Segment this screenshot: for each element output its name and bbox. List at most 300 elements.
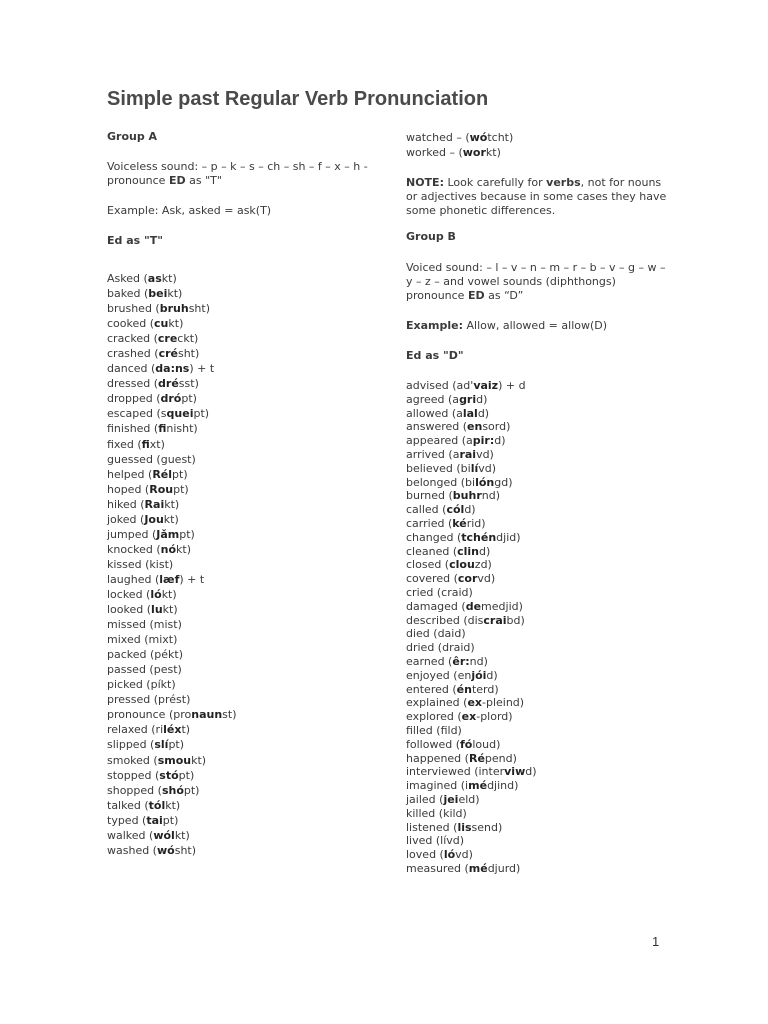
verb-stressed-syllable: ló xyxy=(150,587,162,601)
verb-text: hoped ( xyxy=(107,482,150,496)
verb-list-item xyxy=(406,821,668,835)
verb-text: measured ( xyxy=(406,861,469,875)
verb-stressed-syllable: Jǎm xyxy=(156,527,180,541)
verb-text: interviewed (inter xyxy=(406,765,505,779)
verb-list-item xyxy=(406,489,668,503)
verb-stressed-syllable: læf xyxy=(159,572,180,586)
verb-text-suffix: kt) xyxy=(161,587,177,601)
verb-list-item xyxy=(406,586,668,600)
verb-list-item xyxy=(107,662,369,677)
group-b-sound-bold: ED xyxy=(467,289,485,303)
verb-stressed-syllable: cre xyxy=(157,332,178,346)
verb-text: finished ( xyxy=(107,422,159,436)
verb-stressed-syllable: naun xyxy=(191,708,223,722)
verb-list-item xyxy=(107,813,369,828)
verb-stressed-syllable: de xyxy=(465,599,482,613)
verb-stressed-syllable: slí xyxy=(154,738,169,752)
verb-stressed-syllable: jói xyxy=(471,668,487,682)
verb-list-item xyxy=(406,531,668,545)
verb-stressed-syllable: quei xyxy=(166,407,194,421)
verb-text: explored ( xyxy=(406,710,462,724)
verb-list-item xyxy=(406,393,668,407)
verb-text-suffix: vd) xyxy=(478,461,497,475)
verb-text: guessed (guest) xyxy=(107,452,196,466)
group-b-example-label: Example: xyxy=(406,319,463,333)
verb-list-item xyxy=(406,683,668,697)
verb-stressed-syllable: jei xyxy=(443,793,459,806)
verb-text: helped ( xyxy=(107,467,153,481)
verb-text: relaxed (ri xyxy=(107,723,164,737)
group-b-example-text: Allow, allowed = allow(D) xyxy=(463,319,608,333)
verb-list-item xyxy=(406,407,668,421)
verb-stressed-syllable: tai xyxy=(146,813,163,827)
verb-stressed-syllable: dré xyxy=(158,377,179,391)
verb-list-item xyxy=(107,346,369,361)
verb-text-suffix: pt) xyxy=(181,392,197,406)
verb-text: belonged (bi xyxy=(406,475,476,489)
verb-text: dropped ( xyxy=(107,392,161,406)
verb-list-item xyxy=(107,421,369,436)
verb-stressed-syllable: stó xyxy=(159,768,179,782)
verb-list-item xyxy=(107,753,369,768)
verb-list-item xyxy=(107,843,369,858)
verb-stressed-syllable: da:ns xyxy=(155,362,190,376)
verb-stressed-syllable: fó xyxy=(459,737,473,751)
verb-text-suffix: vd) xyxy=(477,572,496,586)
group-a-example: Example: Ask, asked = ask(T) xyxy=(107,204,272,217)
verb-text-suffix: djurd) xyxy=(487,861,521,875)
verb-list-item xyxy=(107,482,369,497)
verb-text: covered ( xyxy=(406,572,458,586)
verb-stressed-syllable: Rél xyxy=(152,467,173,481)
verb-list-item xyxy=(406,558,668,572)
verb-text-suffix: pend) xyxy=(484,751,517,765)
verb-text: locked ( xyxy=(107,587,151,601)
verb-list-item xyxy=(107,301,369,316)
verb-stressed-syllable: fi xyxy=(141,437,150,451)
verb-text-suffix: bd) xyxy=(506,613,525,627)
verb-text: worked – ( xyxy=(406,146,463,160)
verb-list-item xyxy=(406,669,668,683)
verb-text-suffix: d) xyxy=(479,544,491,558)
verb-text: filled (fild) xyxy=(406,724,462,738)
verb-text-suffix: medjid) xyxy=(481,599,523,613)
group-a-sound-suffix: as "T" xyxy=(185,174,222,187)
verb-text: cried (craid) xyxy=(406,586,473,600)
verb-stressed-syllable: ex xyxy=(467,696,482,710)
verb-list-item xyxy=(107,707,369,722)
verb-stressed-syllable: tchén xyxy=(461,530,497,544)
verb-text: smoked ( xyxy=(107,753,158,767)
verb-text: cracked ( xyxy=(107,332,158,346)
verb-list-item xyxy=(107,512,369,527)
verb-list-item xyxy=(107,316,369,331)
verb-list-item xyxy=(406,738,668,752)
verb-text-suffix: kt) xyxy=(174,828,190,842)
verb-text-suffix: send) xyxy=(471,820,503,834)
verb-list-item xyxy=(107,376,369,391)
verb-stressed-syllable: Jou xyxy=(144,512,164,526)
verb-text: shopped ( xyxy=(107,783,162,797)
verb-text-suffix: pt) xyxy=(162,813,179,827)
verb-text: advised (ad' xyxy=(406,379,474,393)
verb-text-suffix: tcht) xyxy=(487,131,514,144)
verb-text: watched – ( xyxy=(406,131,470,144)
verb-list-item xyxy=(406,600,668,614)
verb-list-item xyxy=(406,848,668,862)
verb-text-suffix: pt) xyxy=(168,738,185,752)
verb-text: dressed ( xyxy=(107,377,159,391)
verb-text: happened ( xyxy=(406,751,469,765)
verb-text-suffix: ) + d xyxy=(498,379,526,393)
verb-list-item xyxy=(107,437,369,452)
verb-stressed-syllable: ex xyxy=(461,710,477,724)
verb-text: laughed ( xyxy=(107,572,160,586)
verb-text-suffix: d) xyxy=(486,668,498,682)
group-a-heading: Group A xyxy=(107,130,158,143)
verb-text: listened ( xyxy=(406,820,458,834)
verb-text: carried ( xyxy=(406,517,453,531)
verb-text: changed ( xyxy=(406,530,462,544)
verb-stressed-syllable: dró xyxy=(160,392,182,406)
verb-list-item xyxy=(406,503,668,517)
verb-list-item xyxy=(107,722,369,737)
verb-list-item xyxy=(107,587,369,602)
verb-stressed-syllable: viw xyxy=(504,765,526,779)
verb-text-suffix: kt) xyxy=(164,497,180,511)
verb-stressed-syllable: wó xyxy=(156,843,175,857)
verb-stressed-syllable: wól xyxy=(153,828,175,842)
verb-stressed-syllable: wó xyxy=(469,131,488,144)
verb-stressed-syllable: bruh xyxy=(159,302,189,316)
verb-list-item xyxy=(406,448,668,462)
verb-text: picked (píkt) xyxy=(107,678,176,692)
page-title: Simple past Regular Verb Pronunciation xyxy=(107,88,489,110)
verb-list-item xyxy=(107,828,369,843)
verb-text-suffix: pt) xyxy=(179,527,195,541)
verb-text-suffix: rid) xyxy=(466,517,486,531)
verb-text: imagined (i xyxy=(406,779,469,793)
verb-text: earned ( xyxy=(406,655,453,669)
verb-text-suffix: terd) xyxy=(471,682,499,696)
verb-text: burned ( xyxy=(406,489,453,503)
verb-text-suffix: eld) xyxy=(458,793,480,806)
group-b-sound-text: Voiced sound: – l – v – n – m – r – b – v – g – w – y – z – and vowel sounds (diphthongs) pronounce xyxy=(406,261,666,303)
verb-stressed-syllable: as xyxy=(147,272,162,285)
group-a-sound-text: Voiceless sound: – p – k – s – ch – sh – f – x – h - pronounce xyxy=(107,160,368,187)
verb-list-item xyxy=(107,497,369,512)
verb-text-suffix: vd) xyxy=(476,448,494,462)
verb-text: allowed (a xyxy=(406,406,463,420)
verb-text-suffix: gd) xyxy=(494,475,513,489)
verb-list-item xyxy=(406,517,668,531)
verb-text: entered ( xyxy=(406,682,457,696)
verb-list-item xyxy=(406,724,668,738)
verb-text-suffix: d) xyxy=(525,765,537,779)
verb-text: danced ( xyxy=(107,362,156,376)
note-paragraph xyxy=(406,176,668,218)
verb-text: followed ( xyxy=(406,737,460,751)
verb-stressed-syllable: crai xyxy=(483,613,507,627)
verb-stressed-syllable: cól xyxy=(446,503,465,517)
verb-text: kissed (kist) xyxy=(107,557,174,571)
group-a-sound-description xyxy=(107,160,369,188)
verb-list-item xyxy=(406,614,668,628)
verb-text-suffix: sht) xyxy=(177,347,200,361)
verb-text: slipped ( xyxy=(107,738,155,752)
verb-text-suffix: vd) xyxy=(455,848,473,862)
right-column xyxy=(406,130,668,876)
verb-list-item xyxy=(107,542,369,557)
verb-text: believed (bi xyxy=(406,461,471,475)
verb-text-suffix: pt) xyxy=(178,768,195,782)
verb-text-suffix: sht) xyxy=(174,843,197,857)
verb-text: brushed ( xyxy=(107,302,160,316)
verb-stressed-syllable: êr: xyxy=(452,655,470,669)
verb-stressed-syllable: bei xyxy=(148,287,168,301)
verb-text-suffix: nisht) xyxy=(166,422,198,436)
page-number: 1 xyxy=(652,934,660,949)
verb-text: explained ( xyxy=(406,696,468,710)
group-b-sound-suffix: as “D” xyxy=(484,289,524,303)
verb-stressed-syllable: pir: xyxy=(472,434,495,448)
verb-list-item xyxy=(107,692,369,707)
verb-stressed-syllable: clin xyxy=(457,544,480,558)
verb-list-item xyxy=(107,647,369,662)
verb-text: jailed ( xyxy=(406,793,444,806)
verb-text: agreed (a xyxy=(406,392,460,406)
verb-list-item xyxy=(107,617,369,632)
verb-stressed-syllable: smou xyxy=(157,753,192,767)
verb-text: typed ( xyxy=(107,813,147,827)
verb-text-suffix: zd) xyxy=(474,558,492,572)
group-b-heading: Group B xyxy=(406,230,456,244)
verb-text-suffix: d) xyxy=(464,503,476,517)
verb-list-item xyxy=(406,572,668,586)
verb-text: talked ( xyxy=(107,798,149,812)
verb-text-suffix: ) + t xyxy=(179,572,205,586)
verb-list-item xyxy=(406,379,668,393)
verb-list-item xyxy=(107,527,369,542)
verb-stressed-syllable: lí xyxy=(470,461,479,475)
verb-text: cleaned ( xyxy=(406,544,458,558)
verb-stressed-syllable: lu xyxy=(151,603,163,617)
verb-text: jumped ( xyxy=(107,527,157,541)
verb-text: looked ( xyxy=(107,603,152,617)
verb-stressed-syllable: gri xyxy=(459,392,477,406)
verb-text: washed ( xyxy=(107,843,157,857)
verb-text: lived (lívd) xyxy=(406,834,465,848)
verb-text: dried (draid) xyxy=(406,641,475,655)
verb-text-suffix: pt) xyxy=(183,783,200,797)
verb-list-item xyxy=(406,476,668,490)
verb-text-suffix: -plord) xyxy=(476,710,513,724)
verb-text-suffix: pt) xyxy=(172,467,188,481)
verb-text-suffix: xt) xyxy=(149,437,165,451)
verb-list-item xyxy=(406,130,668,145)
verb-text-suffix: d) xyxy=(476,392,488,406)
verb-stressed-syllable: tól xyxy=(148,798,166,812)
group-a-ed-heading: Ed as "T" xyxy=(107,234,163,247)
verb-text: stopped ( xyxy=(107,768,160,782)
verb-list-item xyxy=(107,602,369,617)
verb-text-suffix: sst) xyxy=(178,377,199,391)
verb-text-suffix: sord) xyxy=(482,420,511,434)
verb-text-suffix: loud) xyxy=(472,737,501,751)
verb-text-suffix: t) xyxy=(181,723,191,737)
verb-text-suffix: djind) xyxy=(487,779,519,793)
verb-text: hiked ( xyxy=(107,497,145,511)
verb-list-item xyxy=(406,862,668,876)
note-bold-word: verbs xyxy=(546,176,581,190)
verb-text-suffix: kt) xyxy=(167,287,183,301)
verb-list-item xyxy=(406,779,668,793)
verb-stressed-syllable: ló xyxy=(443,848,456,862)
verb-text: answered ( xyxy=(406,420,468,434)
verb-text: pronounce (pro xyxy=(107,708,192,722)
group-b-example xyxy=(406,319,668,333)
verb-text: described (dis xyxy=(406,613,484,627)
verb-list-item xyxy=(406,655,668,669)
group-a-verb-list-continued xyxy=(406,130,668,160)
verb-text-suffix: d) xyxy=(477,406,490,420)
verb-list-item xyxy=(107,737,369,752)
verb-text: called ( xyxy=(406,503,447,517)
verb-list-item xyxy=(406,696,668,710)
verb-text: fixed ( xyxy=(107,437,142,451)
verb-stressed-syllable: léx xyxy=(163,723,182,737)
note-label: NOTE: xyxy=(406,176,444,190)
verb-stressed-syllable: en xyxy=(467,420,483,434)
verb-text: died (daid) xyxy=(406,627,466,641)
verb-text-suffix: ckt) xyxy=(177,332,199,346)
note-text-2: , not for nouns or adjectives because in some cases they have some phonetic differences. xyxy=(406,176,667,218)
verb-text: damaged ( xyxy=(406,599,466,613)
note-text-1: Look carefully for xyxy=(443,176,547,190)
verb-stressed-syllable: vaiz xyxy=(473,379,499,393)
verb-list-item xyxy=(107,572,369,587)
verb-text: loved ( xyxy=(406,848,444,862)
verb-stressed-syllable: Ré xyxy=(468,751,485,765)
verb-text-suffix: kt) xyxy=(162,603,178,617)
verb-stressed-syllable: mé xyxy=(468,779,488,793)
verb-list-item xyxy=(406,145,668,160)
verb-text: pressed (prést) xyxy=(107,693,191,707)
verb-list-item xyxy=(107,286,369,301)
group-b-ed-heading: Ed as "D" xyxy=(406,349,464,363)
verb-list-item xyxy=(406,710,668,724)
group-b-verb-list xyxy=(406,379,668,876)
verb-list-item xyxy=(107,391,369,406)
verb-text: arrived (a xyxy=(406,448,460,462)
verb-list-item xyxy=(107,406,369,421)
verb-text-suffix: pt) xyxy=(173,482,189,496)
verb-list-item xyxy=(406,765,668,779)
verb-stressed-syllable: rai xyxy=(459,448,477,462)
verb-list-item xyxy=(107,677,369,692)
verb-stressed-syllable: cor xyxy=(457,572,478,586)
verb-list-item xyxy=(107,783,369,798)
verb-text-suffix: nd) xyxy=(469,655,488,669)
verb-stressed-syllable: nó xyxy=(160,542,177,556)
verb-list-item xyxy=(107,271,369,286)
verb-list-item xyxy=(107,557,369,572)
verb-list-item xyxy=(406,420,668,434)
verb-list-item xyxy=(406,807,668,821)
verb-text-suffix: ) + t xyxy=(189,362,215,376)
verb-text-suffix: -pleind) xyxy=(482,696,525,710)
verb-text-suffix: djid) xyxy=(496,530,521,544)
verb-list-item xyxy=(107,632,369,647)
verb-list-item xyxy=(107,768,369,783)
verb-stressed-syllable: ké xyxy=(452,517,467,531)
verb-text-suffix: pt) xyxy=(193,407,210,421)
verb-text: packed (pékt) xyxy=(107,648,184,662)
verb-stressed-syllable: cré xyxy=(158,347,178,361)
verb-text: enjoyed (en xyxy=(406,668,472,682)
verb-text: appeared (a xyxy=(406,434,473,448)
verb-list-item xyxy=(406,641,668,655)
verb-list-item xyxy=(406,545,668,559)
verb-list-item xyxy=(107,452,369,467)
verb-text-suffix: kt) xyxy=(191,753,207,767)
verb-text-suffix: nd) xyxy=(481,489,501,503)
verb-list-item xyxy=(107,331,369,346)
verb-text: cooked ( xyxy=(107,317,155,331)
verb-stressed-syllable: clou xyxy=(449,558,475,572)
verb-stressed-syllable: buhr xyxy=(452,489,482,503)
verb-list-item xyxy=(107,467,369,482)
group-a-verb-list xyxy=(107,271,369,858)
verb-text: Asked ( xyxy=(107,272,148,285)
verb-list-item xyxy=(406,462,668,476)
verb-list-item xyxy=(406,752,668,766)
verb-text: passed (pest) xyxy=(107,663,182,677)
verb-stressed-syllable: Rai xyxy=(144,497,165,511)
verb-text-suffix: sht) xyxy=(188,302,210,316)
verb-text: joked ( xyxy=(107,512,145,526)
verb-text: knocked ( xyxy=(107,542,161,556)
verb-list-item xyxy=(406,627,668,641)
verb-list-item xyxy=(406,834,668,848)
verb-text-suffix: kt) xyxy=(485,146,501,160)
verb-stressed-syllable: lis xyxy=(457,820,472,834)
verb-text: mixed (mixt) xyxy=(107,633,178,647)
verb-text-suffix: st) xyxy=(222,708,237,722)
verb-text: crashed ( xyxy=(107,347,159,361)
verb-stressed-syllable: én xyxy=(456,682,472,696)
verb-text-suffix: kt) xyxy=(176,542,192,556)
verb-text: walked ( xyxy=(107,828,154,842)
verb-stressed-syllable: cu xyxy=(154,317,169,331)
group-b-sound-description xyxy=(406,261,668,303)
verb-list-item xyxy=(107,798,369,813)
verb-text-suffix: kt) xyxy=(163,512,179,526)
verb-stressed-syllable: fi xyxy=(158,422,167,436)
verb-stressed-syllable: mé xyxy=(468,861,488,875)
verb-text: escaped (s xyxy=(107,407,167,421)
left-column xyxy=(107,130,369,858)
verb-stressed-syllable: Rou xyxy=(149,482,174,496)
verb-text: closed ( xyxy=(406,558,450,572)
verb-text: killed (kild) xyxy=(406,806,467,820)
verb-text: missed (mist) xyxy=(107,618,182,632)
verb-list-item xyxy=(406,434,668,448)
verb-stressed-syllable: wor xyxy=(462,146,486,160)
group-a-sound-bold: ED xyxy=(168,174,186,187)
verb-list-item xyxy=(406,793,668,807)
verb-text-suffix: d) xyxy=(494,434,506,448)
